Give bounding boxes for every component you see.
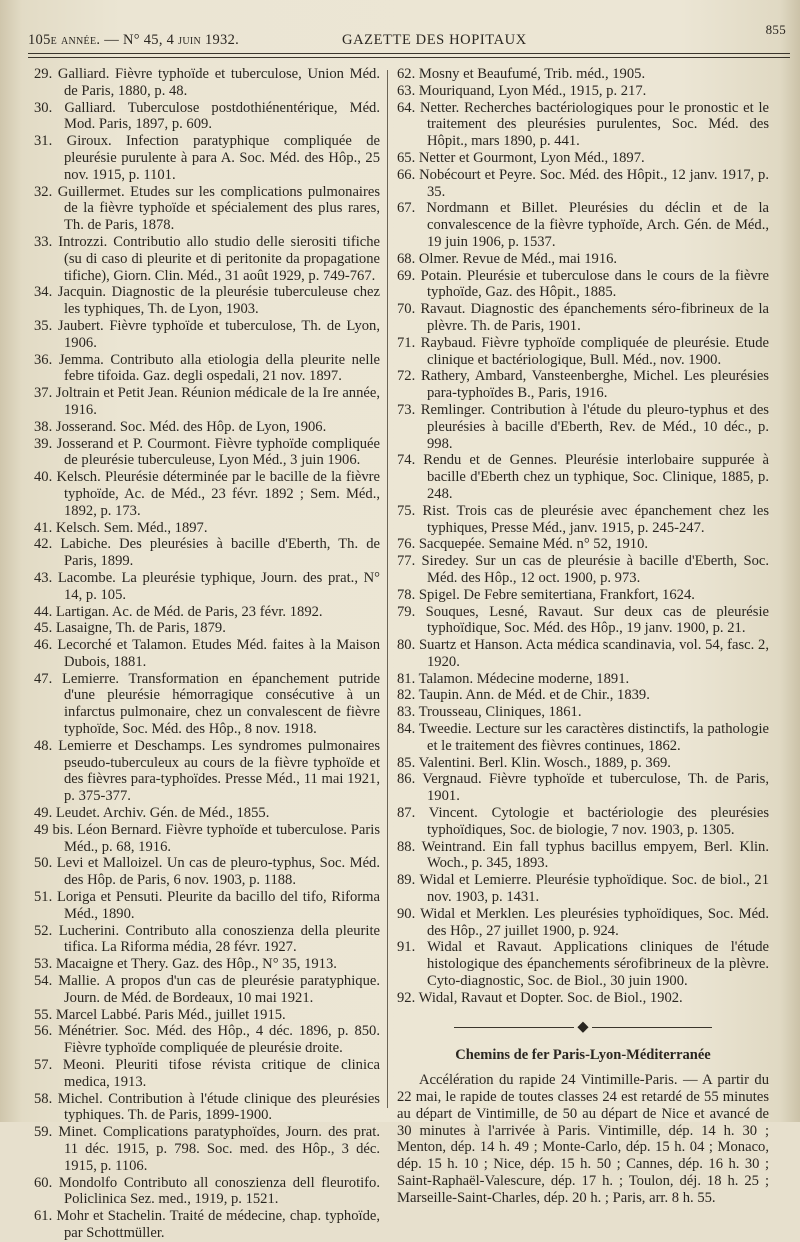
reference-item: 49 bis. Léon Bernard. Fièvre typhoïde et tuberculose. Paris Méd., p. 68, 1916. bbox=[34, 821, 380, 855]
right-column bbox=[397, 66, 769, 1207]
reference-item: 91. Widal et Ravaut. Applications cliniques de l'étude histologique des épanchements sérofibrineux de la plèvre. Cyto-diagnostic, Soc. de Biol., 30 juin 1900. bbox=[397, 939, 769, 990]
reference-item: 38. Josserand. Soc. Méd. des Hôp. de Lyon, 1906. bbox=[34, 418, 327, 435]
reference-item: 58. Michel. Contribution à l'étude clinique des pleurésies typhiques. Th. de Paris, 1899-1900. bbox=[34, 1090, 380, 1124]
reference-item: 87. Vincent. Cytologie et bactériologie des pleurésies typhoïdiques, Soc. de biologie, 7 nov. 1903, p. 1305. bbox=[397, 805, 769, 838]
reference-item: 41. Kelsch. Sem. Méd., 1897. bbox=[34, 519, 208, 536]
reference-item: 30. Galliard. Tuberculose postdothiénentérique, Méd. Mod. Paris, 1897, p. 609. bbox=[34, 99, 380, 133]
reference-item: 89. Widal et Lemierre. Pleurésie typhoïdique. Soc. de biol., 21 nov. 1903, p. 1431. bbox=[397, 872, 769, 906]
reference-item: 86. Vergnaud. Fièvre typhoïde et tuberculose, Th. de Paris, 1901. bbox=[397, 771, 769, 805]
reference-item: 44. Lartigan. Ac. de Méd. de Paris, 23 févr. 1892. bbox=[34, 603, 323, 620]
reference-item: 55. Marcel Labbé. Paris Méd., juillet 1915. bbox=[34, 1006, 286, 1023]
reference-item: 65. Netter et Gourmont, Lyon Méd., 1897. bbox=[397, 149, 645, 166]
reference-item: 51. Loriga et Pensuti. Pleurite da bacillo del tifo, Riforma Méd., 1890. bbox=[34, 889, 380, 922]
reference-item: 64. Netter. Recherches bactériologiques pour le pronostic et le traitement des pleurésies purulentes, Soc. Méd. des Hôpit., mars 1890, p. 441. bbox=[397, 99, 769, 150]
page-header bbox=[28, 22, 790, 50]
reference-item: 59. Minet. Complications paratyphoïdes, Journ. des prat. 11 déc. 1915, p. 798. Soc. med. des Hôp., 3 déc. 1915, p. 1106. bbox=[34, 1124, 380, 1174]
reference-item: 29. Galliard. Fièvre typhoïde et tuberculose, Union Méd. de Paris, 1880, p. 48. bbox=[34, 66, 380, 99]
reference-item: 76. Sacquepée. Semaine Méd. n° 52, 1910. bbox=[397, 536, 649, 553]
reference-item: 74. Rendu et de Gennes. Pleurésie interlobaire suppurée à bacille d'Eberth chez un typhique, Soc. Clinique, 1885, p. 248. bbox=[397, 452, 769, 502]
reference-item: 80. Suartz et Hanson. Acta médica scandinavia, vol. 54, fasc. 2, 1920. bbox=[397, 637, 769, 670]
reference-item: 77. Siredey. Sur un cas de pleurésie à bacille d'Eberth, Soc. Méd. des Hôp., 12 oct. 1900, p. 973. bbox=[397, 553, 769, 586]
reference-item: 33. Introzzi. Contributio allo studio delle sierositi tifiche (su di caso di pleurite et di peritonite da propagatione tifiche), Giorn. Clin. Méd., 31 août 1929, p. 749-767. bbox=[34, 233, 380, 284]
reference-item: 42. Labiche. Des pleurésies à bacille d'Eberth, Th. de Paris, 1899. bbox=[34, 536, 380, 570]
reference-item: 53. Macaigne et Thery. Gaz. des Hôp., N° 35, 1913. bbox=[34, 956, 337, 973]
reference-item: 60. Mondolfo Contributo all conoszienza dell fleurotifo. Policlinica Sez. med., 1919, p. 1521. bbox=[34, 1174, 380, 1208]
section-ornament: ◆ bbox=[397, 1019, 769, 1036]
reference-item: 47. Lemierre. Transformation en épanchement putride d'une pleurésie hémorragique consécutive à un infarctus pulmonaire, chez un convalescent de fièvre typhoïde, Soc. Méd. des Hôp., 8 nov. 1918. bbox=[34, 670, 380, 738]
section-text: Accélération du rapide 24 Vintimille-Paris. — A partir du 22 mai, le rapide de toutes classes 24 est retardé de 55 minutes au départ de Vintimille, de 50 au départ de Nice et avancé de 30 minutes à l'arrivée à Paris. Vintimille, dép. 14 h. 30 ; Menton, dép. 14 h. 49 ; Monte-Carlo, dép. 15 h. 04 ; Monaco, dép. 15 h. 10 ; Nice, dép. 15 h. 50 ; Cannes, dép. 16 h. 30 ; Saint-Raphaël-Valescure, dép. 17 h. ; Toulon, déj. 18 h. 25 ; Marseille-Saint-Charles, dép. 20 h. ; Paris, arr. 8 h. 55. bbox=[397, 1072, 769, 1206]
issue-info: 105e année. — N° 45, 4 juin 1932. bbox=[28, 32, 240, 48]
reference-item: 72. Rathery, Ambard, Vansteenberghe, Michel. Les pleurésies para-typhoïdes B., Paris, 1916. bbox=[397, 368, 769, 402]
reference-item: 79. Souques, Lesné, Ravaut. Sur deux cas de pleurésie typhoïdique, Soc. Méd. des Hôp., 19 janv. 1900, p. 21. bbox=[397, 603, 769, 637]
reference-item: 37. Joltrain et Petit Jean. Réunion médicale de la Ire année, 1916. bbox=[34, 385, 380, 418]
reference-item: 68. Olmer. Revue de Méd., mai 1916. bbox=[397, 250, 618, 267]
reference-item: 46. Lecorché et Talamon. Etudes Méd. faites à la Maison Dubois, 1881. bbox=[34, 637, 380, 670]
reference-item: 69. Potain. Pleurésie et tuberculose dans le cours de la fièvre typhoïde, Gaz. des Hôpit., 1885. bbox=[397, 267, 769, 301]
header-rule bbox=[28, 53, 790, 54]
reference-item: 73. Remlinger. Contribution à l'étude du pleuro-typhus et des pleurésies à bacille d'Eberth, Rev. de Méd., 10 déc., p. 998. bbox=[397, 401, 769, 452]
journal-title: GAZETTE DES HOPITAUX bbox=[342, 32, 527, 48]
reference-item: 54. Mallie. A propos d'un cas de pleurésie paratyphique. Journ. de Méd. de Bordeaux, 10 mai 1921. bbox=[34, 973, 380, 1006]
section-title: Chemins de fer Paris-Lyon-Méditerranée bbox=[455, 1047, 711, 1064]
reference-item: 78. Spigel. De Febre semitertiana, Frankfort, 1624. bbox=[397, 586, 695, 603]
reference-item: 71. Raybaud. Fièvre typhoïde compliquée de pleurésie. Etude clinique et bactériologique, Bull. Méd., nov. 1900. bbox=[397, 334, 769, 368]
reference-item: 52. Lucherini. Contributo alla conoszienza della pleurite tifica. La Riforma média, 28 févr. 1927. bbox=[34, 922, 380, 956]
reference-item: 36. Jemma. Contributo alla etiologia della pleurite nelle febre tifoida. Gaz. degli ospedali, 21 nov. 1897. bbox=[34, 351, 380, 385]
reference-item: 84. Tweedie. Lecture sur les caractères distinctifs, la pathologie et le traitement des fièvres continues, 1862. bbox=[397, 721, 769, 754]
column-divider bbox=[387, 70, 388, 1108]
left-column bbox=[34, 66, 380, 1242]
reference-item: 56. Ménétrier. Soc. Méd. des Hôp., 4 déc. 1896, p. 850. Fièvre typhoïde compliquée de pleurésie droite. bbox=[34, 1023, 380, 1057]
reference-item: 92. Widal, Ravaut et Dopter. Soc. de Biol., 1902. bbox=[397, 989, 683, 1006]
reference-item: 83. Trousseau, Cliniques, 1861. bbox=[397, 704, 582, 721]
reference-item: 34. Jacquin. Diagnostic de la pleurésie tuberculeuse chez les typhiques, Th. de Lyon, 1903. bbox=[34, 284, 380, 318]
reference-item: 57. Meoni. Pleuriti tifose révista critique de clinica medica, 1913. bbox=[34, 1057, 380, 1090]
reference-item: 82. Taupin. Ann. de Méd. et de Chir., 1839. bbox=[397, 687, 650, 704]
reference-item: 32. Guillermet. Etudes sur les complications pulmonaires de la fièvre typhoïde et spécialement des plus rares, Th. de Paris, 1878. bbox=[34, 183, 380, 234]
reference-item: 61. Mohr et Stachelin. Traité de médecine, chap. typhoïde, par Schottmüller. bbox=[34, 1208, 380, 1241]
reference-item: 48. Lemierre et Deschamps. Les syndromes pulmonaires pseudo-tuberculeux au cours de la fièvre typhoïde et des fièvres para-typhoïdes. Presse Méd., 11 mai 1921, p. 375-377. bbox=[34, 737, 380, 805]
reference-item: 45. Lasaigne, Th. de Paris, 1879. bbox=[34, 620, 226, 637]
reference-item: 70. Ravaut. Diagnostic des épanchements séro-fibrineux de la plèvre. Th. de Paris, 1901. bbox=[397, 301, 769, 334]
reference-item: 62. Mosny et Beaufumé, Trib. méd., 1905. bbox=[397, 66, 646, 82]
reference-item: 43. Lacombe. La pleurésie typhique, Journ. des prat., N° 14, p. 105. bbox=[34, 569, 380, 603]
reference-item: 31. Giroux. Infection paratyphique compliquée de pleurésie purulente à para A. Soc. Méd. des Hôp., 25 nov. 1915, p. 1101. bbox=[34, 133, 380, 183]
reference-item: 67. Nordmann et Billet. Pleurésies du déclin et de la convalescence de la fièvre typhoïde, Arch. Gén. de Méd., 19 juin 1906, p. 1537. bbox=[397, 200, 769, 250]
reference-item: 90. Widal et Merklen. Les pleurésies typhoïdiques, Soc. Méd. des Hôp., 27 juillet 1900, p. 924. bbox=[397, 905, 769, 939]
reference-item: 75. Rist. Trois cas de pleurésie avec épanchement chez les typhiques, Presse Méd., janv. 1915, p. 245-247. bbox=[397, 502, 769, 536]
header-rule-thin bbox=[28, 57, 790, 58]
reference-item: 49. Leudet. Archiv. Gén. de Méd., 1855. bbox=[34, 805, 270, 822]
reference-item: 35. Jaubert. Fièvre typhoïde et tuberculose, Th. de Lyon, 1906. bbox=[34, 317, 380, 351]
page-number: 855 bbox=[765, 22, 786, 37]
reference-item: 40. Kelsch. Pleurésie déterminée par le bacille de la fièvre typhoïde, Ac. de Méd., 23 févr. 1892 ; Sem. Méd., 1892, p. 173. bbox=[34, 469, 380, 519]
reference-item: 39. Josserand et P. Courmont. Fièvre typhoïde compliquée de pleurésie tuberculeuse, Lyon Méd., 3 juin 1906. bbox=[34, 435, 380, 469]
reference-item: 50. Levi et Malloizel. Un cas de pleuro-typhus, Soc. Méd. des Hôp. de Paris, 6 nov. 1903, p. 1188. bbox=[34, 855, 380, 889]
reference-item: 81. Talamon. Médecine moderne, 1891. bbox=[397, 670, 630, 687]
reference-item: 85. Valentini. Berl. Klin. Wosch., 1889, p. 369. bbox=[397, 754, 671, 771]
reference-item: 63. Mouriquand, Lyon Méd., 1915, p. 217. bbox=[397, 82, 647, 99]
reference-item: 66. Nobécourt et Peyre. Soc. Méd. des Hôpit., 12 janv. 1917, p. 35. bbox=[397, 166, 769, 200]
reference-item: 88. Weintrand. Ein fall typhus bacillus empyem, Berl. Klin. Woch., p. 345, 1893. bbox=[397, 838, 769, 872]
